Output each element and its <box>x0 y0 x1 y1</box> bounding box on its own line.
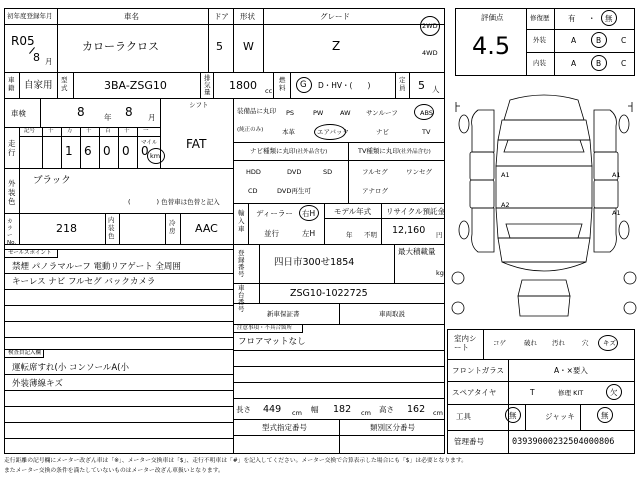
type-label: 型式 <box>61 76 68 92</box>
mgmt-value: 03939000232504000806 <box>512 437 615 447</box>
color-no-value: 218 <box>56 222 77 235</box>
length-unit: cm <box>292 409 302 417</box>
inspect-year: 8 <box>77 105 85 119</box>
tools-value: 無 <box>509 411 517 420</box>
inspect-year-unit: 年 <box>104 113 112 122</box>
shift-value: FAT <box>186 137 207 151</box>
navi-item: HDD <box>246 168 261 176</box>
tv-item: アナログ <box>362 187 388 195</box>
car-diagram <box>450 82 638 326</box>
spare-label: スペアタイヤ <box>452 388 497 397</box>
inspect-month: 8 <box>125 105 133 119</box>
navi-item: CD <box>248 187 258 195</box>
equip-item: エアバック <box>317 128 349 136</box>
inspector-line1: 運転席すれ(小 コンソールA(小 <box>12 363 129 373</box>
seat-item: キズ <box>603 339 616 347</box>
score-label: 評価点 <box>481 13 504 22</box>
front-glass-label: フロントガラス <box>452 366 505 375</box>
chassis-value: ZSG10-1022725 <box>290 288 368 299</box>
mileage-unit-mile: マイル <box>141 140 158 146</box>
repair-yes: 有 <box>568 14 576 23</box>
import-label: 輸入車 <box>238 209 245 233</box>
jack-value: 無 <box>601 411 609 420</box>
mileage-col-label: 十 <box>124 128 130 134</box>
recycle-value: 12,160 <box>392 225 426 236</box>
equip-item: ナビ <box>376 128 389 136</box>
grade-option-ext: A <box>571 36 577 45</box>
inspector-label: 検査員記入欄 <box>8 350 42 356</box>
grade-option-ext: C <box>621 36 627 45</box>
model-year-label: モデル年式 <box>334 207 372 216</box>
height-unit: cm <box>433 409 443 417</box>
model-name-label: 車名 <box>124 12 139 21</box>
navi-item: SD <box>323 168 333 176</box>
repair-label: 修復歴 <box>530 14 550 22</box>
footer-line1: 走行距離の記号欄にメーター改ざん車は「※」、メーター交換車は「$」、走行不明車は「#」を記入してください。メーター交換で合算表示した場合にも「$」は必要となります。 <box>4 458 467 464</box>
width-value: 182 <box>333 404 352 415</box>
color-value: ブラック <box>33 175 71 186</box>
equip-label: 装備品に丸印 <box>237 107 276 115</box>
equip-item: ABS <box>420 109 433 117</box>
inspector-line2: 外装薄線キズ <box>12 379 63 389</box>
navi-label: ナビ種類に丸印(社外品含む) <box>250 147 328 155</box>
shape-value: W <box>243 40 254 53</box>
reg-value: 自家用 <box>24 80 53 91</box>
cap-value: 5 <box>418 79 425 92</box>
mileage-digit: 1 <box>65 144 73 158</box>
selling-label: セールスポイント <box>8 250 52 256</box>
mileage-digit: 0 <box>141 144 149 158</box>
ac-value: AAC <box>195 222 218 235</box>
color-note: ( ) 色替車は色替と記入 <box>128 198 220 206</box>
mileage-label: 走行 <box>8 139 16 157</box>
selling-line1: 禁煙 パノラマルーフ 電動リアゲート 全周囲 <box>12 262 181 272</box>
fuel-g: G <box>300 80 307 90</box>
equip-item: PW <box>313 109 324 117</box>
equip-item: TV <box>422 128 431 136</box>
seat-label: 室内シート <box>454 334 477 353</box>
model-year-unknown: 不明 <box>364 231 377 239</box>
footer-line2: またメーター交換の条件を満たしていないものはメーター改ざん車扱いとなります。 <box>4 468 224 474</box>
interior-color-label: 内装色 <box>108 216 115 240</box>
repair-sep: ・ <box>588 14 596 23</box>
drive-2wd: 2WD <box>422 22 438 30</box>
grade-selected-circle-ext <box>591 32 607 48</box>
inspect-month-unit: 月 <box>148 113 156 122</box>
ext-label: 外装 <box>533 36 546 44</box>
spare-t: T <box>530 388 535 397</box>
seat-item: コゲ <box>493 339 506 347</box>
mileage-unit-km: km <box>150 152 161 160</box>
type-value: 3BA-ZSG10 <box>104 79 167 92</box>
color-no-label: カラーNo. <box>7 219 17 247</box>
selling-line2: キーレス ナビ フルセグ バックカメラ <box>12 277 156 287</box>
navi-item: DVD <box>287 168 302 176</box>
mileage-digit: 0 <box>103 144 111 158</box>
mileage-digit: 0 <box>122 144 130 158</box>
model-year-unit: 年 <box>346 231 353 239</box>
length-value: 449 <box>263 404 282 415</box>
equip-item: PS <box>286 109 295 117</box>
cap-unit: 人 <box>432 85 440 94</box>
fuel-rest: D・HV・( ) <box>318 81 371 90</box>
tools-label: 工具 <box>456 412 471 421</box>
mileage-col-label: 百 <box>105 128 111 134</box>
tv-label: TV種類に丸印(社外品含む) <box>358 147 431 155</box>
import-rh: 右H <box>302 209 316 218</box>
score-value: 4.5 <box>472 32 511 60</box>
grade-option-int: A <box>571 59 577 68</box>
disp-unit: cc <box>265 87 273 95</box>
equip-item: 本革 <box>282 128 295 136</box>
cap-label: 定員 <box>399 76 406 92</box>
mileage-col-label: 万 <box>67 128 73 134</box>
equip-item: AW <box>340 109 351 117</box>
grade-option-int: C <box>621 59 627 68</box>
mileage-col-label: 千 <box>86 128 92 134</box>
import-parallel: 並行 <box>264 229 279 238</box>
grade-selected-circle-int <box>591 55 607 71</box>
width-unit: cm <box>361 409 371 417</box>
grade-value: Z <box>332 39 341 53</box>
grade-option-int: B <box>596 59 602 68</box>
inspect-label: 車検 <box>11 109 26 118</box>
recycle-label: リサイクル預託金 <box>386 207 445 216</box>
class-designation-label: 類別区分番号 <box>370 423 415 432</box>
diag-mark-3: A2 <box>501 201 510 209</box>
chassis-label: 車台番号 <box>238 284 245 314</box>
shift-label: シフト <box>189 101 209 109</box>
mileage-col-label: 記号 <box>24 128 36 134</box>
mileage-col-label: 一 <box>143 128 149 134</box>
diag-mark-4: A1 <box>612 209 621 217</box>
import-dealer: ディーラー <box>256 209 293 218</box>
fuel-label: 燃料 <box>279 76 286 92</box>
seat-item: 破れ <box>524 339 537 347</box>
mileage-digit: 6 <box>84 144 92 158</box>
grade-option-ext: B <box>596 36 602 45</box>
max-load-unit: kg <box>436 269 444 277</box>
first-reg-month-unit: 月 <box>45 57 53 66</box>
width-label: 幅 <box>311 405 319 414</box>
first-reg-value: R05 <box>11 34 35 48</box>
disp-value: 1800 <box>229 79 257 92</box>
doors-value: 5 <box>216 40 223 53</box>
ac-label: 冷房 <box>169 219 176 235</box>
spare-none: 欠 <box>610 388 618 397</box>
jack-label: ジャッキ <box>545 412 575 421</box>
spare-kit: 修理 KIT <box>558 389 584 397</box>
import-lh: 左H <box>302 229 316 238</box>
repair-no: 無 <box>605 14 613 23</box>
seat-item: 穴 <box>582 339 589 347</box>
diag-mark-2: A1 <box>612 171 621 179</box>
doors-label: ドア <box>214 12 229 21</box>
reg-label: 車籍 <box>8 76 15 92</box>
max-load-label: 最大積載量 <box>398 247 436 256</box>
notes-label: 注意事項・不具合箇所 <box>237 325 293 331</box>
navi-item: DVD再生可 <box>277 187 311 195</box>
first-reg-label: 初年度登録年月 <box>7 12 53 20</box>
tv-item: フルセグ <box>362 168 388 176</box>
disp-label: 排気量 <box>204 74 211 97</box>
color-label: 外装色 <box>8 179 16 206</box>
equip-sub: (純正のみ) <box>237 127 264 133</box>
mgmt-label: 管理番号 <box>454 437 484 446</box>
mileage-col-label: 十 <box>48 128 54 134</box>
recycle-unit: 円 <box>436 231 443 239</box>
tv-item: ワンセグ <box>406 168 432 176</box>
front-glass-value: A・×要入 <box>554 366 588 375</box>
model-name: カローラクロス <box>82 40 159 53</box>
new-warranty: 新車保証書 <box>267 310 300 318</box>
length-label: 長さ <box>236 405 251 414</box>
int-label: 内装 <box>533 59 546 67</box>
height-label: 高さ <box>379 405 394 414</box>
type-designation-label: 型式指定番号 <box>262 423 307 432</box>
regno-label: 登録番号 <box>238 249 245 279</box>
seat-item: 汚れ <box>552 339 565 347</box>
manual: 車両取説 <box>379 310 405 318</box>
first-reg-month: 8 <box>33 51 40 64</box>
equip-item: サンルーフ <box>366 109 398 117</box>
diag-mark-1: A1 <box>501 171 510 179</box>
notes-line1: フロアマットなし <box>238 337 306 347</box>
shape-label: 形状 <box>240 12 255 21</box>
regno-value: 四日市300せ1854 <box>274 257 355 268</box>
grade-label: グレード <box>320 12 350 21</box>
height-value: 162 <box>407 404 426 415</box>
drive-4wd: 4WD <box>422 49 438 57</box>
